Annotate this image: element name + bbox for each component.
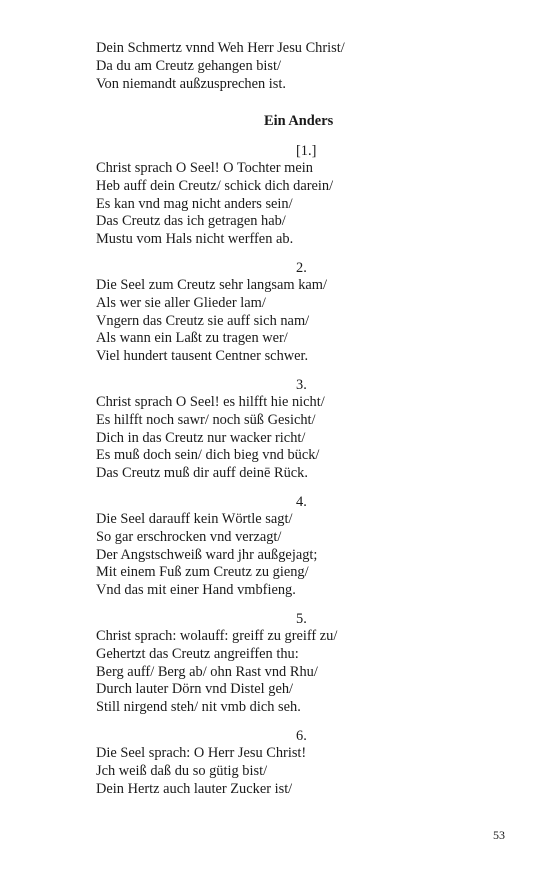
verse-line: Gehertzt das Creutz angreiffen thu:	[96, 645, 299, 662]
stanza-number: 4.	[296, 494, 307, 510]
verse-line: Durch lauter Dörn vnd Distel geh/	[96, 681, 294, 698]
stanza-number: 2.	[296, 260, 307, 276]
verse-line: Als wann ein Laßt zu tragen wer/	[96, 330, 288, 347]
verse-line: Still nirgend steh/ nit vmb dich seh.	[96, 699, 301, 716]
verse-line: Da du am Creutz gehangen bist/	[96, 57, 282, 74]
verse-line: Christ sprach O Seel! O Tochter mein	[96, 160, 313, 176]
verse-line: Von niemandt außzusprechen ist.	[96, 75, 286, 92]
verse-line: Viel hundert tausent Centner schwer.	[96, 348, 309, 365]
verse-line: Mit einem Fuß zum Creutz zu gieng/	[96, 564, 309, 581]
stanza-number: 6.	[296, 728, 307, 744]
verse-line: Das Creutz muß dir auff deinē Rück.	[96, 465, 308, 482]
stanza-5	[96, 628, 496, 717]
verse-line: Der Angstschweiß ward jhr außgejagt;	[96, 546, 318, 563]
stanza-number: 3.	[296, 377, 307, 393]
stanza-4	[96, 511, 496, 600]
verse-line: Dich in das Creutz nur wacker richt/	[96, 429, 306, 446]
verse-line: Dein Hertz auch lauter Zucker ist/	[96, 780, 293, 797]
section-heading: Ein Anders	[264, 113, 334, 129]
intro-verse	[96, 40, 496, 93]
verse-line: Die Seel zum Creutz sehr langsam kam/	[96, 277, 327, 293]
verse-line: Es muß doch sein/ dich bieg vnd bück/	[96, 447, 320, 464]
stanza-number: 5.	[296, 611, 307, 627]
verse-line: Heb auff dein Creutz/ schick dich darein/	[96, 177, 334, 194]
page-number: 53	[493, 828, 505, 842]
verse-line: Die Seel sprach: O Herr Jesu Christ!	[96, 745, 307, 761]
stanza-number: [1.]	[296, 143, 317, 159]
verse-line: Jch weiß daß du so gütig bist/	[96, 762, 268, 779]
verse-line: Mustu vom Hals nicht werffen ab.	[96, 231, 294, 248]
verse-line: Dein Schmertz vnnd Weh Herr Jesu Christ/	[96, 40, 345, 56]
verse-line: So gar erschrocken vnd verzagt/	[96, 528, 282, 545]
verse-line: Es kan vnd mag nicht anders sein/	[96, 195, 293, 212]
verse-line: Berg auff/ Berg ab/ ohn Rast vnd Rhu/	[96, 663, 318, 680]
verse-line: Christ sprach: wolauff: greiff zu greiff zu/	[96, 628, 338, 644]
stanza-6	[96, 745, 496, 798]
stanza-2	[96, 277, 496, 366]
verse-line: Als wer sie aller Glieder lam/	[96, 294, 266, 311]
verse-line: Das Creutz das ich getragen hab/	[96, 213, 286, 230]
verse-line: Christ sprach O Seel! es hilfft hie nicht/	[96, 394, 325, 410]
verse-line: Die Seel darauff kein Wörtle sagt/	[96, 511, 293, 527]
stanza-3	[96, 394, 496, 483]
verse-line: Vngern das Creutz sie auff sich nam/	[96, 312, 310, 329]
verse-line: Es hilfft noch sawr/ noch süß Gesicht/	[96, 411, 316, 428]
stanza-1	[96, 160, 496, 249]
verse-line: Vnd das mit einer Hand vmbfieng.	[96, 582, 296, 599]
